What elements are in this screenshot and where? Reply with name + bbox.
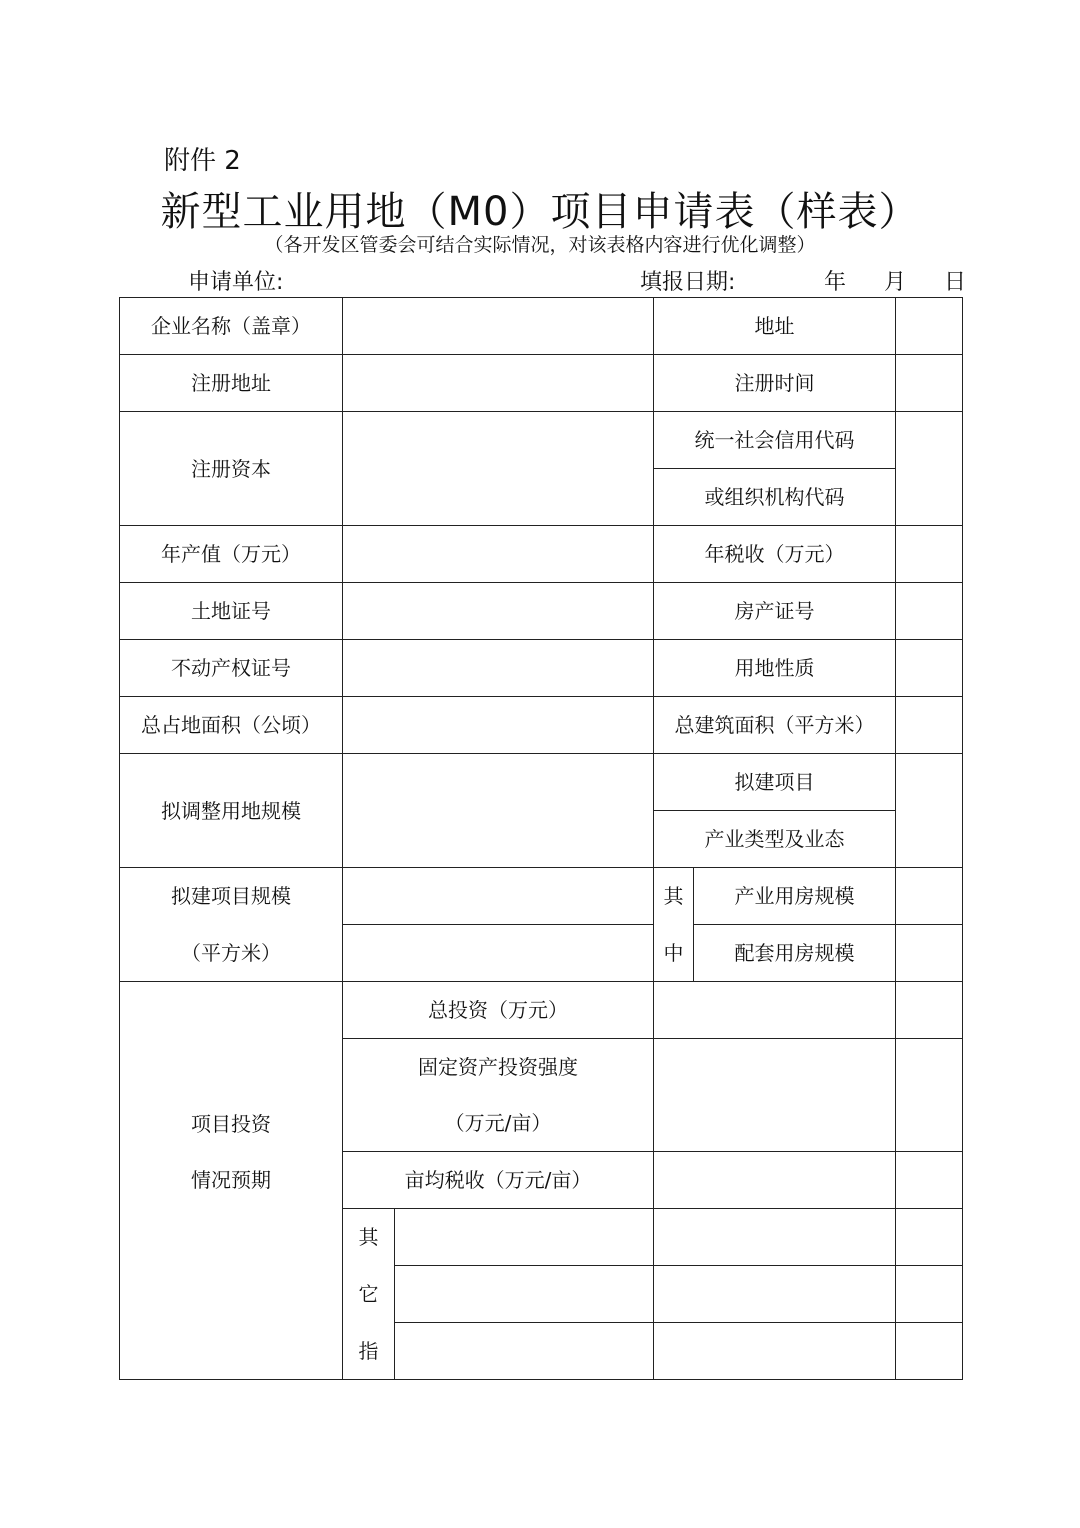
tax-per-mu-field[interactable] (654, 1152, 896, 1209)
tax-per-mu-label: 亩均税收（万元/亩） (343, 1152, 654, 1209)
table-row (120, 412, 963, 469)
total-invest-field[interactable] (654, 982, 896, 1039)
adjust-scale-label: 拟调整用地规模 (120, 754, 343, 868)
fixed-invest-label-line2: （万元/亩） (343, 1095, 654, 1152)
total-build-area-field[interactable] (896, 697, 963, 754)
reg-time-field[interactable] (896, 355, 963, 412)
address-field[interactable] (896, 298, 963, 355)
table-row (120, 982, 963, 1039)
fixed-invest-label-line1: 固定资产投资强度 (343, 1039, 654, 1096)
other-indicator-name-1[interactable] (395, 1209, 654, 1266)
annual-output-label: 年产值（万元） (120, 526, 343, 583)
applicant-label: 申请单位: (188, 270, 284, 295)
reg-capital-label: 注册资本 (120, 412, 343, 526)
tax-per-mu-extra[interactable] (896, 1152, 963, 1209)
annual-tax-field[interactable] (896, 526, 963, 583)
land-cert-label: 土地证号 (120, 583, 343, 640)
credit-code-label-line1: 统一社会信用代码 (654, 412, 896, 469)
table-row (120, 697, 963, 754)
reg-address-label: 注册地址 (120, 355, 343, 412)
table-row (120, 754, 963, 811)
table-row (120, 1152, 963, 1209)
supporting-scale-field[interactable] (896, 925, 963, 982)
credit-code-field[interactable] (896, 412, 963, 526)
land-cert-field[interactable] (343, 583, 654, 640)
total-build-area-label: 总建筑面积（平方米） (654, 697, 896, 754)
table-row (120, 925, 963, 982)
day-label: 日 (943, 270, 966, 295)
total-invest-extra[interactable] (896, 982, 963, 1039)
table-row (120, 526, 963, 583)
supporting-scale-label: 配套用房规模 (694, 925, 896, 982)
year-label: 年 (823, 270, 846, 295)
date-row (640, 265, 966, 296)
zhong-label: 中 (654, 925, 694, 982)
page-subtitle: （各开发区管委会可结合实际情况，对该表格内容进行优化调整） (264, 234, 816, 256)
month-label: 月 (883, 270, 906, 295)
other-indicator-value-3[interactable] (654, 1323, 896, 1380)
adjust-scale-field[interactable] (343, 754, 654, 868)
table-row (120, 355, 963, 412)
table-row (120, 640, 963, 697)
other-indicator-value-1[interactable] (654, 1209, 896, 1266)
industrial-scale-label: 产业用房规模 (694, 868, 896, 925)
date-label: 填报日期: (640, 270, 736, 295)
fixed-invest-field[interactable] (654, 1039, 896, 1152)
house-cert-label: 房产证号 (654, 583, 896, 640)
land-nature-label: 用地性质 (654, 640, 896, 697)
proj-type-field[interactable] (896, 754, 963, 868)
annual-output-field[interactable] (343, 526, 654, 583)
proj-scale-field-2[interactable] (343, 925, 654, 982)
table-row (120, 298, 963, 355)
company-name-field[interactable] (343, 298, 654, 355)
annual-tax-label: 年税收（万元） (654, 526, 896, 583)
reg-time-label: 注册时间 (654, 355, 896, 412)
investment-label-line1: 项目投资 (120, 982, 343, 1152)
proj-type-label-line1: 拟建项目 (654, 754, 896, 811)
attachment-label: 附件 2 (164, 146, 241, 176)
house-cert-field[interactable] (896, 583, 963, 640)
other-indicator-extra-3[interactable] (896, 1323, 963, 1380)
land-nature-field[interactable] (896, 640, 963, 697)
table-row (120, 868, 963, 925)
address-label: 地址 (654, 298, 896, 355)
total-land-area-field[interactable] (343, 697, 654, 754)
total-land-area-label: 总占地面积（公顷） (120, 697, 343, 754)
other-indicator-name-3[interactable] (395, 1323, 654, 1380)
page-title: 新型工业用地（M0）项目申请表（样表） (160, 189, 920, 235)
qi-label: 其 (654, 868, 694, 925)
investment-label-line2: 情况预期 (120, 1152, 343, 1380)
reg-capital-field[interactable] (343, 412, 654, 526)
other-indicator-name-2[interactable] (395, 1266, 654, 1323)
proj-type-label-line2: 产业类型及业态 (654, 811, 896, 868)
table-row (120, 583, 963, 640)
realty-cert-label: 不动产权证号 (120, 640, 343, 697)
proj-scale-field-1[interactable] (343, 868, 654, 925)
credit-code-label-line2: 或组织机构代码 (654, 469, 896, 526)
proj-scale-label-line2: （平方米） (120, 925, 343, 982)
realty-cert-field[interactable] (343, 640, 654, 697)
application-form-table (119, 297, 963, 1380)
industrial-scale-field[interactable] (896, 868, 963, 925)
proj-scale-label-line1: 拟建项目规模 (120, 868, 343, 925)
other-label-char1: 其 (343, 1209, 395, 1266)
reg-address-field[interactable] (343, 355, 654, 412)
other-indicator-extra-1[interactable] (896, 1209, 963, 1266)
other-indicator-extra-2[interactable] (896, 1266, 963, 1323)
other-label-char3: 指 (343, 1323, 395, 1380)
total-invest-label: 总投资（万元） (343, 982, 654, 1039)
other-label-char2: 它 (343, 1266, 395, 1323)
company-name-label: 企业名称（盖章） (120, 298, 343, 355)
fixed-invest-extra[interactable] (896, 1039, 963, 1152)
other-indicator-value-2[interactable] (654, 1266, 896, 1323)
